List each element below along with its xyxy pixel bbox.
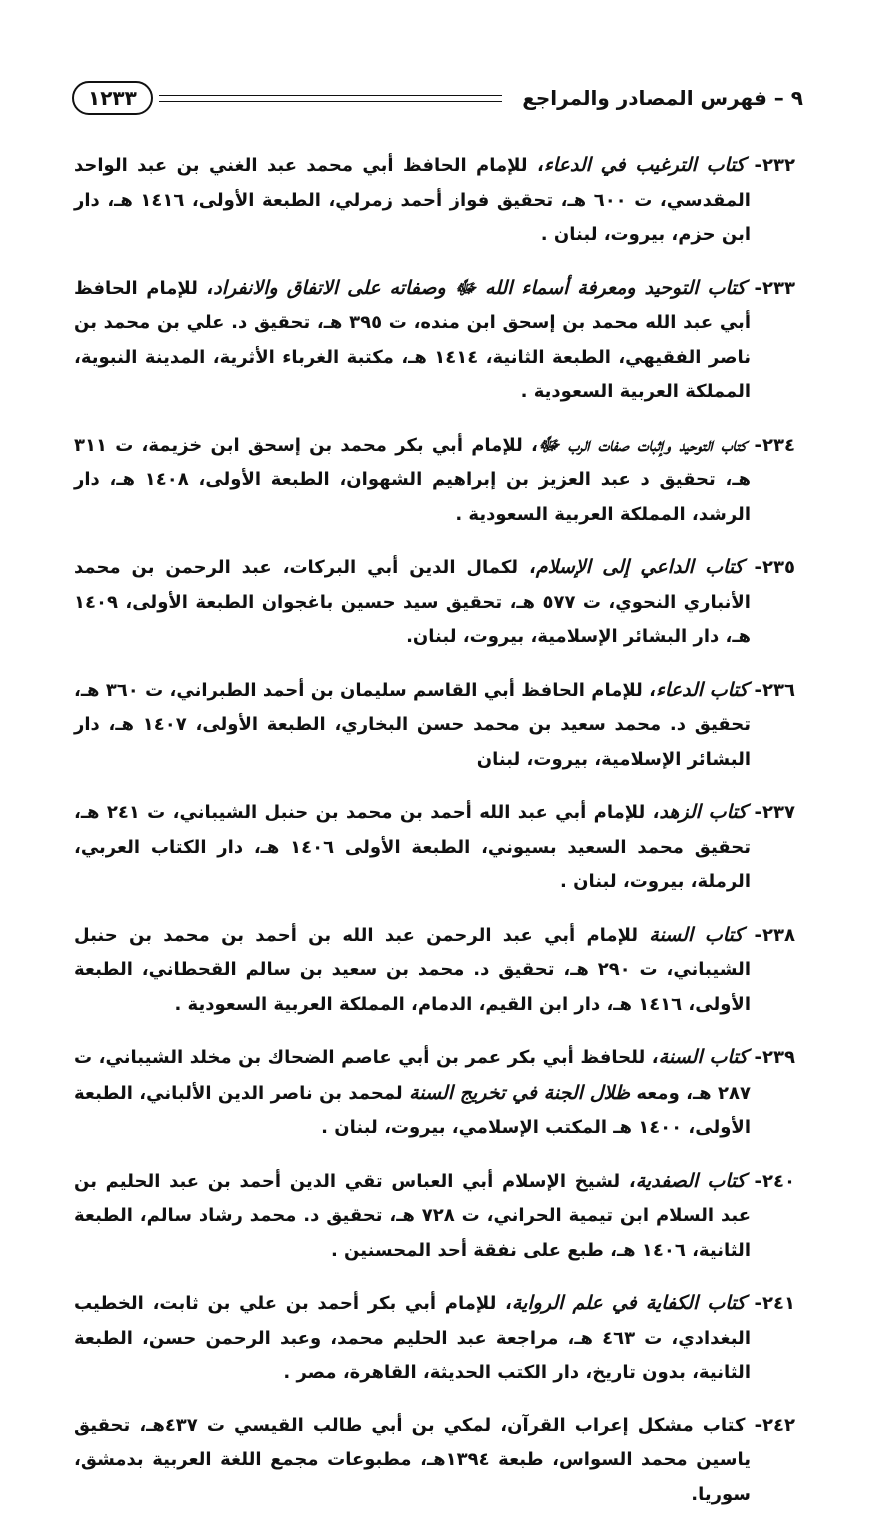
page-header bbox=[72, 78, 803, 118]
entry-number: ٢٣٩- bbox=[754, 1047, 795, 1068]
entry-title: كتاب التوحيد وإثبات صفات الرب ﷻ bbox=[537, 433, 747, 456]
entry-text: ، للإمام أبي بكر محمد بن إسحق ابن خزيمة، ت ٣١١ هـ، تحقيق د عبد العزيز بن إبراهيم الشهوان، الطبعة الأولى، ١٤٠٨ هـ، دار الرشد، المملكة العربية السعودية . bbox=[74, 434, 751, 525]
entry-secondary-title: ظلال الجنة في تخريج السنة bbox=[409, 1081, 630, 1104]
entry-text: كتاب مشكل إعراب القرآن، لمكي بن أبي طالب القيسي ت ٤٣٧هـ، تحقيق ياسين محمد السواس، طبعة ١٣٩٤هـ، مطبوعات مجمع اللغة العربية بدمشق، سوريا. bbox=[74, 1414, 751, 1505]
bibliography-list bbox=[74, 130, 795, 1529]
bibliography-entry bbox=[74, 673, 795, 778]
entry-number: ٢٣٤- bbox=[754, 434, 795, 456]
entry-text: ، لشيخ الإسلام أبي العباس تقي الدين أحمد بن عبد الحليم بن عبد السلام ابن تيمية الحراني، ت ٧٢٨ هـ، تحقيق د. محمد رشاد سالم، الطبعة الثانية، ١٤٠٦ هـ، طبع على نفقة أحد المحسنين . bbox=[74, 1170, 751, 1261]
page-number: ١٢٣٣ bbox=[72, 81, 153, 115]
entry-title: كتاب السنة bbox=[649, 923, 744, 946]
entry-title: كتاب الزهد bbox=[659, 801, 748, 823]
entry-text-continued: لمحمد بن ناصر الدين الألباني، الطبعة الأولى، ١٤٠٠ هـ المكتب الإسلامي، بيروت، لبنان . bbox=[74, 1082, 751, 1138]
entry-title: كتاب الصفدية bbox=[635, 1169, 746, 1192]
entry-number: ٢٣٢- bbox=[754, 155, 795, 176]
entry-title: كتاب التوحيد ومعرفة أسماء الله ﷻ وصفاته على الاتفاق والانفراد bbox=[213, 276, 746, 299]
entry-title: كتاب الداعي إلى الإسلام bbox=[535, 556, 744, 578]
entry-number: ٢٣٧- bbox=[754, 802, 795, 823]
entry-text: ، للإمام الحافظ أبي عبد الله محمد بن إسحق ابن منده، ت ٣٩٥ هـ، تحقيق د. علي بن محمد بن ناصر الفقيهي، الطبعة الثانية، ١٤١٤ هـ، مكتبة الغرباء الأثرية، المدينة النبوية، المملكة العربية السعودية . bbox=[74, 277, 751, 402]
section-title: ٩ – فهرس المصادر والمراجع bbox=[522, 86, 803, 110]
bibliography-entry bbox=[74, 271, 795, 410]
bibliography-entry bbox=[74, 550, 795, 655]
bibliography-entry bbox=[74, 148, 795, 253]
entry-title: كتاب الترغيب في الدعاء bbox=[543, 154, 746, 176]
entry-number: ٢٤٠- bbox=[754, 1170, 795, 1192]
entry-number: ٢٣٥- bbox=[754, 557, 795, 578]
entry-text: ، للإمام الحافظ أبي محمد عبد الغني بن عبد الواحد المقدسي، ت ٦٠٠ هـ، تحقيق فواز أحمد زمرلي، الطبعة الأولى، ١٤١٦ هـ، دار ابن حزم، بيروت، لبنان . bbox=[74, 155, 751, 245]
entry-text: ، للإمام أبي عبد الله أحمد بن محمد بن حنبل الشيباني، ت ٢٤١ هـ، تحقيق محمد السعيد بسيوني، الطبعة الأولى ١٤٠٦ هـ، دار الكتاب العربي، الرملة، بيروت، لبنان . bbox=[74, 802, 751, 892]
entry-text: ، لكمال الدين أبي البركات، عبد الرحمن بن محمد الأنباري النحوي، ت ٥٧٧ هـ، تحقيق سيد حسين باغجوان الطبعة الأولى، ١٤٠٩ هـ، دار البشائر الإسلامية، بيروت، لبنان. bbox=[74, 557, 751, 647]
bibliography-entry bbox=[74, 795, 795, 900]
entry-title: كتاب الدعاء bbox=[655, 678, 749, 701]
bibliography-entry bbox=[74, 1164, 795, 1269]
bibliography-entry bbox=[74, 1409, 795, 1513]
entry-title: كتاب السنة bbox=[658, 1046, 748, 1068]
entry-title: كتاب الكفاية في علم الرواية bbox=[511, 1292, 746, 1314]
entry-number: ٢٤٢- bbox=[754, 1414, 796, 1436]
entry-number: ٢٣٣- bbox=[754, 277, 795, 299]
bibliography-entry bbox=[74, 1040, 795, 1146]
entry-text: ، للإمام أبي بكر أحمد بن علي بن ثابت، الخطيب البغدادي، ت ٤٦٣ هـ، مراجعة عبد الحليم محمد، وعبد الرحمن حسن، الطبعة الثانية، بدون تاريخ، دار الكتب الحديثة، القاهرة، مصر . bbox=[74, 1293, 751, 1383]
bibliography-entry bbox=[74, 1286, 795, 1391]
entry-text: للإمام أبي عبد الرحمن عبد الله بن أحمد بن محمد بن حنبل الشيباني، ت ٢٩٠ هـ، تحقيق د. محمد بن سعيد بن سالم القحطاني، الطبعة الأولى، ١٤١٦ هـ، دار ابن القيم، الدمام، المملكة العربية السعودية . bbox=[74, 924, 751, 1015]
entry-number: ٢٣٦- bbox=[754, 679, 795, 701]
entry-number: ٢٤١- bbox=[754, 1293, 795, 1314]
entry-number: ٢٣٨- bbox=[754, 924, 795, 946]
entry-text: ، للحافظ أبي بكر عمر بن أبي عاصم الضحاك بن مخلد الشيباني، ت ٢٨٧ هـ، ومعه bbox=[74, 1047, 751, 1104]
bibliography-entry bbox=[74, 918, 795, 1023]
entry-text: ، للإمام الحافظ أبي القاسم سليمان بن أحمد الطبراني، ت ٣٦٠ هـ، تحقيق د. محمد سعيد بن محمد حسن البخاري، الطبعة الأولى، ١٤٠٧ هـ، دار البشائر الإسلامية، بيروت، لبنان bbox=[74, 679, 751, 770]
header-rule bbox=[159, 95, 502, 102]
bibliography-entry bbox=[74, 428, 795, 533]
